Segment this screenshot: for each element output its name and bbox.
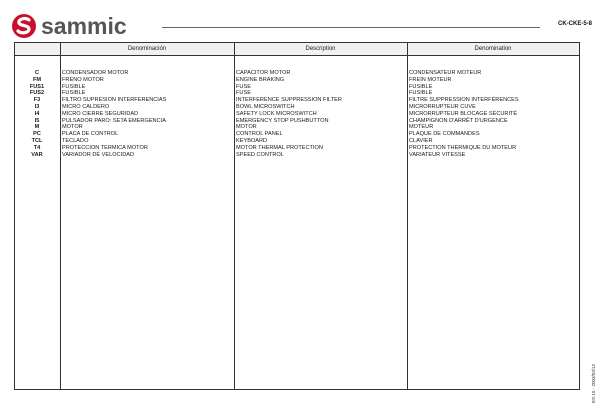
row-french: CLAVIER: [409, 137, 433, 144]
row-english: EMERGENCY STOP PUSHBUTTON: [236, 117, 329, 124]
table-row: [15, 111, 579, 118]
row-spanish: PULSADOR PARO: SETA EMERGENCIA: [62, 117, 166, 124]
header-description: Description: [305, 46, 336, 52]
row-french: MICRORRUPTEUR BLOCAGE SÉCURITÉ: [409, 110, 518, 117]
row-french: PLAQUE DE COMMANDES: [409, 131, 480, 138]
row-english: INTERFERENCE SUPPRESSION FILTER: [236, 97, 342, 104]
row-english: MOTOR: [236, 124, 257, 131]
row-code: I4: [34, 110, 40, 117]
table-row: [15, 138, 579, 145]
row-french: FUSIBLE: [409, 83, 433, 90]
component-legend-table: [14, 42, 580, 390]
page-header: [10, 10, 592, 40]
row-french: FILTRE SUPPRESSION INTERFÉRENCES: [409, 97, 519, 104]
table-header: [15, 43, 579, 56]
row-french: FREIN MOTEUR: [409, 76, 452, 83]
header-rule: [162, 27, 540, 28]
row-english: BOWL MICROSWITCH: [236, 103, 295, 110]
row-spanish: MICRO CALDERO: [62, 103, 110, 110]
row-code: PC: [33, 131, 41, 138]
row-french: FUSIBLE: [409, 90, 433, 97]
row-code: C: [34, 70, 40, 76]
table-row: [15, 152, 579, 159]
table-row: [15, 70, 579, 77]
row-code: M: [34, 124, 40, 131]
row-spanish: FILTRO SUPRESION INTERFERENCIAS: [62, 97, 167, 104]
row-french: CONDENSATEUR MOTEUR: [409, 70, 482, 76]
row-english: CONTROL PANEL: [236, 131, 283, 138]
row-english: ENGINE BRAKING: [236, 76, 285, 83]
row-french: MICRORRUPTEUR CUVE: [409, 103, 476, 110]
table-row: [15, 118, 579, 125]
row-code: F3: [33, 97, 41, 104]
row-spanish: TECLADO: [62, 137, 89, 144]
row-english: CAPACITOR MOTOR: [236, 70, 291, 76]
document-code: CK-CKE-5-8: [557, 21, 592, 27]
table-row: [15, 131, 579, 138]
row-french: VARIATEUR VITESSE: [409, 151, 466, 158]
row-spanish: FUSIBLE: [62, 83, 86, 90]
row-code: T4: [33, 144, 41, 151]
table-row: [15, 97, 579, 104]
row-spanish: CONDENSADOR MOTOR: [62, 70, 129, 76]
row-code: FUS2: [29, 90, 45, 97]
row-english: SPEED CONTROL: [236, 151, 284, 158]
row-code: VAR: [31, 151, 43, 158]
row-english: KEYBOARD: [236, 137, 268, 144]
row-french: CHAMPIGNON D'ARRÊT D'URGENCE: [409, 117, 508, 124]
row-french: MOTEUR: [409, 124, 434, 131]
row-spanish: FRENO MOTOR: [62, 76, 104, 83]
row-english: SAFETY LOCK MICROSWITCH: [236, 110, 317, 117]
row-spanish: PLACA DE CONTROL: [62, 131, 119, 138]
table-row: [15, 77, 579, 84]
row-spanish: MICRO CIERRE SEGURIDAD: [62, 110, 139, 117]
table-row: [15, 84, 579, 91]
row-spanish: PROTECCION TERMICA MOTOR: [62, 144, 148, 151]
row-code: I3: [34, 103, 40, 110]
row-english: MOTOR THERMAL PROTECTION: [236, 144, 323, 151]
row-code: TCL: [31, 137, 43, 144]
row-code: FM: [32, 76, 42, 83]
sammic-logo: [10, 12, 160, 40]
table-body: [15, 70, 579, 158]
row-english: FUSE: [236, 90, 251, 97]
s-logo-icon: [12, 14, 36, 38]
row-code: I5: [34, 117, 40, 124]
row-spanish: VARIADOR DE VELOCIDAD: [62, 151, 135, 158]
brand-wordmark: sammic: [41, 13, 127, 39]
row-code: FUS1: [29, 83, 45, 90]
table-row: [15, 104, 579, 111]
header-denominacion: Denominación: [127, 46, 167, 52]
row-english: FUSE: [236, 83, 251, 90]
header-denomination: Denomination: [474, 46, 512, 52]
table-row: [15, 145, 579, 152]
row-spanish: MOTOR: [62, 124, 83, 131]
row-french: PROTECTION THERMIQUE DU MOTEUR: [409, 144, 517, 151]
side-reference-code: ES-15 - 2003/03/12: [591, 363, 596, 403]
table-row: [15, 124, 579, 131]
row-spanish: FUSIBLE: [62, 90, 86, 97]
